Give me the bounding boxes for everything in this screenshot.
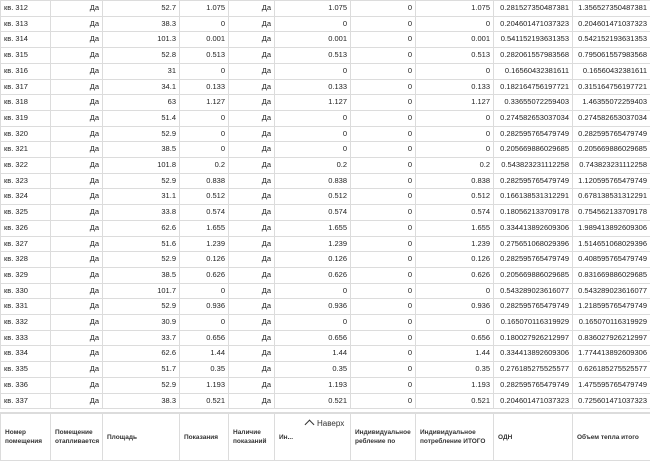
cell-individual-total: 0.001 xyxy=(416,32,494,48)
cell-heat-total: 0.165070116319929 xyxy=(573,315,650,331)
cell-room-number: кв. 328 xyxy=(1,252,51,268)
cell-readings: 0.513 xyxy=(180,48,229,64)
cell-odn: 0.166138531312291 xyxy=(494,189,573,205)
cell-readings: 0.512 xyxy=(180,189,229,205)
cell-heated: Да xyxy=(51,205,103,221)
cell-has-readings: Да xyxy=(229,189,275,205)
cell-odn: 0.165070116319929 xyxy=(494,315,573,331)
cell-has-readings: Да xyxy=(229,377,275,393)
cell-room-number: кв. 312 xyxy=(1,1,51,17)
cell-heat-total: 1.514651068029396 xyxy=(573,236,650,252)
cell-readings: 0.35 xyxy=(180,362,229,378)
cell-odn: 0.282595765479749 xyxy=(494,252,573,268)
table-row xyxy=(1,95,650,111)
cell-area: 62.6 xyxy=(103,220,180,236)
cell-heat-total: 0.678138531312291 xyxy=(573,189,650,205)
cell-individual-total: 0.126 xyxy=(416,252,494,268)
cell-individual-total: 0.2 xyxy=(416,158,494,174)
cell-readings: 0.574 xyxy=(180,205,229,221)
cell-individual-consumption: 0 xyxy=(351,377,416,393)
cell-area: 38.3 xyxy=(103,393,180,409)
cell-individual-consumption: 0 xyxy=(351,362,416,378)
cell-individual-total: 0 xyxy=(416,315,494,331)
cell-individual-consumption: 0 xyxy=(351,205,416,221)
table-row xyxy=(1,377,650,393)
cell-individual: 0.513 xyxy=(275,48,351,64)
cell-heated: Да xyxy=(51,189,103,205)
cell-odn: 0.276185275525577 xyxy=(494,362,573,378)
cell-individual: 1.44 xyxy=(275,346,351,362)
cell-heated: Да xyxy=(51,330,103,346)
cell-heated: Да xyxy=(51,110,103,126)
cell-individual: 0.936 xyxy=(275,299,351,315)
cell-readings: 0.521 xyxy=(180,393,229,409)
cell-heat-total: 0.542152193631353 xyxy=(573,32,650,48)
cell-has-readings: Да xyxy=(229,32,275,48)
cell-area: 52.9 xyxy=(103,299,180,315)
cell-individual: 0.656 xyxy=(275,330,351,346)
cell-odn: 0.281527350487381 xyxy=(494,1,573,17)
cell-individual: 0.626 xyxy=(275,267,351,283)
scroll-top-label: Наверх xyxy=(317,419,344,428)
cell-individual-consumption: 0 xyxy=(351,267,416,283)
table-row xyxy=(1,299,650,315)
cell-readings: 0.133 xyxy=(180,79,229,95)
cell-room-number: кв. 325 xyxy=(1,205,51,221)
cell-has-readings: Да xyxy=(229,142,275,158)
cell-individual-total: 1.239 xyxy=(416,236,494,252)
cell-individual: 0.512 xyxy=(275,189,351,205)
cell-has-readings: Да xyxy=(229,299,275,315)
header-has-readings[interactable]: Наличие показаний xyxy=(229,414,275,461)
cell-area: 101.8 xyxy=(103,158,180,174)
cell-room-number: кв. 316 xyxy=(1,63,51,79)
cell-heat-total: 0.315164756197721 xyxy=(573,79,650,95)
cell-individual-consumption: 0 xyxy=(351,79,416,95)
cell-heated: Да xyxy=(51,267,103,283)
cell-readings: 0 xyxy=(180,283,229,299)
cell-individual-total: 0.936 xyxy=(416,299,494,315)
header-heated[interactable]: Помещение отапливается xyxy=(51,414,103,461)
cell-individual: 0.2 xyxy=(275,158,351,174)
cell-heat-total: 0.795061557983568 xyxy=(573,48,650,64)
cell-has-readings: Да xyxy=(229,16,275,32)
cell-individual-consumption: 0 xyxy=(351,142,416,158)
cell-heat-total: 0.754562133709178 xyxy=(573,205,650,221)
cell-individual-consumption: 0 xyxy=(351,315,416,331)
cell-readings: 0 xyxy=(180,315,229,331)
cell-readings: 1.655 xyxy=(180,220,229,236)
cell-heat-total: 1.989413892609306 xyxy=(573,220,650,236)
cell-heat-total: 0.274582653037034 xyxy=(573,110,650,126)
cell-has-readings: Да xyxy=(229,220,275,236)
cell-individual: 0.574 xyxy=(275,205,351,221)
cell-odn: 0.334413892609306 xyxy=(494,346,573,362)
header-odn[interactable]: ОДН xyxy=(494,414,573,461)
cell-odn: 0.180027926212997 xyxy=(494,330,573,346)
cell-individual-total: 0.513 xyxy=(416,48,494,64)
cell-readings: 0.656 xyxy=(180,330,229,346)
cell-area: 52.9 xyxy=(103,126,180,142)
cell-heat-total: 0.743823231112258 xyxy=(573,158,650,174)
cell-heated: Да xyxy=(51,158,103,174)
cell-heated: Да xyxy=(51,16,103,32)
cell-individual-consumption: 0 xyxy=(351,346,416,362)
cell-individual-total: 0.512 xyxy=(416,189,494,205)
cell-heat-total: 0.205669886029685 xyxy=(573,142,650,158)
cell-readings: 0.838 xyxy=(180,173,229,189)
table-row xyxy=(1,315,650,331)
cell-individual-total: 1.193 xyxy=(416,377,494,393)
table-row xyxy=(1,362,650,378)
cell-heat-total: 0.282595765479749 xyxy=(573,126,650,142)
cell-individual: 0 xyxy=(275,283,351,299)
cell-area: 101.7 xyxy=(103,283,180,299)
cell-area: 63 xyxy=(103,95,180,111)
cell-area: 52.7 xyxy=(103,1,180,17)
cell-individual-consumption: 0 xyxy=(351,110,416,126)
cell-individual-total: 0.656 xyxy=(416,330,494,346)
cell-room-number: кв. 323 xyxy=(1,173,51,189)
cell-has-readings: Да xyxy=(229,393,275,409)
header-individual[interactable]: Ин... xyxy=(275,414,351,461)
cell-odn: 0.282595765479749 xyxy=(494,173,573,189)
cell-heat-total: 0.543289023616077 xyxy=(573,283,650,299)
table-row xyxy=(1,32,650,48)
cell-individual: 0.001 xyxy=(275,32,351,48)
cell-odn: 0.541152193631353 xyxy=(494,32,573,48)
cell-odn: 0.282595765479749 xyxy=(494,299,573,315)
cell-individual-total: 0.133 xyxy=(416,79,494,95)
cell-readings: 0 xyxy=(180,16,229,32)
cell-individual-total: 1.127 xyxy=(416,95,494,111)
cell-readings: 1.193 xyxy=(180,377,229,393)
cell-individual: 0.126 xyxy=(275,252,351,268)
cell-has-readings: Да xyxy=(229,158,275,174)
cell-individual-consumption: 0 xyxy=(351,16,416,32)
cell-individual-consumption: 0 xyxy=(351,1,416,17)
cell-has-readings: Да xyxy=(229,1,275,17)
cell-room-number: кв. 336 xyxy=(1,377,51,393)
cell-odn: 0.205669886029685 xyxy=(494,142,573,158)
cell-individual: 0 xyxy=(275,16,351,32)
cell-odn: 0.543823231112258 xyxy=(494,158,573,174)
cell-individual: 0 xyxy=(275,142,351,158)
cell-room-number: кв. 332 xyxy=(1,315,51,331)
cell-individual-consumption: 0 xyxy=(351,330,416,346)
cell-area: 38.5 xyxy=(103,142,180,158)
cell-room-number: кв. 313 xyxy=(1,16,51,32)
cell-heated: Да xyxy=(51,315,103,331)
cell-has-readings: Да xyxy=(229,362,275,378)
table-row xyxy=(1,142,650,158)
cell-odn: 0.334413892609306 xyxy=(494,220,573,236)
cell-individual: 0.133 xyxy=(275,79,351,95)
cell-has-readings: Да xyxy=(229,315,275,331)
cell-odn: 0.205669886029685 xyxy=(494,267,573,283)
cell-area: 52.8 xyxy=(103,48,180,64)
cell-individual-total: 0.626 xyxy=(416,267,494,283)
cell-individual: 0.838 xyxy=(275,173,351,189)
cell-heat-total: 0.408595765479749 xyxy=(573,252,650,268)
cell-room-number: кв. 320 xyxy=(1,126,51,142)
cell-readings: 0.2 xyxy=(180,158,229,174)
cell-room-number: кв. 322 xyxy=(1,158,51,174)
table-row xyxy=(1,63,650,79)
table-row xyxy=(1,48,650,64)
cell-heated: Да xyxy=(51,48,103,64)
cell-individual-consumption: 0 xyxy=(351,32,416,48)
cell-individual-total: 1.655 xyxy=(416,220,494,236)
cell-heat-total: 1.774413892609306 xyxy=(573,346,650,362)
cell-readings: 1.075 xyxy=(180,1,229,17)
cell-area: 31.1 xyxy=(103,189,180,205)
table-row xyxy=(1,236,650,252)
cell-individual: 1.655 xyxy=(275,220,351,236)
cell-room-number: кв. 319 xyxy=(1,110,51,126)
cell-area: 30.9 xyxy=(103,315,180,331)
scroll-top-button[interactable] xyxy=(300,415,350,431)
table-row xyxy=(1,205,650,221)
cell-has-readings: Да xyxy=(229,48,275,64)
cell-odn: 0.180562133709178 xyxy=(494,205,573,221)
header-heat-total[interactable]: Объем тепла итого xyxy=(573,414,650,461)
cell-room-number: кв. 329 xyxy=(1,267,51,283)
cell-individual-total: 0.838 xyxy=(416,173,494,189)
cell-has-readings: Да xyxy=(229,173,275,189)
cell-area: 51.6 xyxy=(103,236,180,252)
cell-heated: Да xyxy=(51,299,103,315)
cell-has-readings: Да xyxy=(229,110,275,126)
cell-room-number: кв. 321 xyxy=(1,142,51,158)
cell-individual-consumption: 0 xyxy=(351,189,416,205)
cell-room-number: кв. 334 xyxy=(1,346,51,362)
cell-room-number: кв. 318 xyxy=(1,95,51,111)
cell-readings: 0.936 xyxy=(180,299,229,315)
cell-individual-consumption: 0 xyxy=(351,63,416,79)
cell-heated: Да xyxy=(51,95,103,111)
cell-individual: 0 xyxy=(275,63,351,79)
cell-readings: 0.626 xyxy=(180,267,229,283)
cell-individual-total: 1.075 xyxy=(416,1,494,17)
cell-heated: Да xyxy=(51,252,103,268)
cell-individual-total: 0 xyxy=(416,63,494,79)
cell-room-number: кв. 317 xyxy=(1,79,51,95)
cell-area: 34.1 xyxy=(103,79,180,95)
cell-individual: 1.193 xyxy=(275,377,351,393)
cell-individual-total: 1.44 xyxy=(416,346,494,362)
cell-readings: 1.44 xyxy=(180,346,229,362)
cell-has-readings: Да xyxy=(229,236,275,252)
cell-heat-total: 1.46355072259403 xyxy=(573,95,650,111)
cell-individual-consumption: 0 xyxy=(351,236,416,252)
cell-individual: 1.075 xyxy=(275,1,351,17)
cell-has-readings: Да xyxy=(229,95,275,111)
table-row xyxy=(1,189,650,205)
cell-individual: 1.127 xyxy=(275,95,351,111)
cell-individual-total: 0.574 xyxy=(416,205,494,221)
cell-room-number: кв. 315 xyxy=(1,48,51,64)
table-row xyxy=(1,79,650,95)
table-row xyxy=(1,330,650,346)
cell-heated: Да xyxy=(51,220,103,236)
cell-heat-total: 1.120595765479749 xyxy=(573,173,650,189)
table-row xyxy=(1,283,650,299)
cell-area: 52.9 xyxy=(103,377,180,393)
table-row xyxy=(1,16,650,32)
cell-has-readings: Да xyxy=(229,63,275,79)
cell-odn: 0.282061557983568 xyxy=(494,48,573,64)
cell-room-number: кв. 324 xyxy=(1,189,51,205)
cell-individual-consumption: 0 xyxy=(351,158,416,174)
cell-individual: 0.35 xyxy=(275,362,351,378)
cell-individual-total: 0 xyxy=(416,16,494,32)
cell-odn: 0.282595765479749 xyxy=(494,377,573,393)
cell-area: 33.7 xyxy=(103,330,180,346)
cell-room-number: кв. 337 xyxy=(1,393,51,409)
cell-has-readings: Да xyxy=(229,252,275,268)
cell-odn: 0.275651068029396 xyxy=(494,236,573,252)
cell-odn: 0.282595765479749 xyxy=(494,126,573,142)
cell-area: 33.8 xyxy=(103,205,180,221)
cell-readings: 0.126 xyxy=(180,252,229,268)
table-row xyxy=(1,158,650,174)
cell-heated: Да xyxy=(51,362,103,378)
cell-room-number: кв. 333 xyxy=(1,330,51,346)
header-area[interactable]: Площадь xyxy=(103,414,180,461)
header-readings[interactable]: Показания xyxy=(180,414,229,461)
table-row xyxy=(1,126,650,142)
table-row xyxy=(1,173,650,189)
cell-readings: 1.127 xyxy=(180,95,229,111)
cell-room-number: кв. 330 xyxy=(1,283,51,299)
cell-room-number: кв. 327 xyxy=(1,236,51,252)
cell-heated: Да xyxy=(51,173,103,189)
cell-readings: 0 xyxy=(180,142,229,158)
cell-individual-consumption: 0 xyxy=(351,126,416,142)
cell-individual: 0 xyxy=(275,315,351,331)
cell-heated: Да xyxy=(51,377,103,393)
cell-odn: 0.274582653037034 xyxy=(494,110,573,126)
cell-heated: Да xyxy=(51,126,103,142)
cell-readings: 0 xyxy=(180,63,229,79)
cell-heated: Да xyxy=(51,346,103,362)
cell-heat-total: 0.626185275525577 xyxy=(573,362,650,378)
cell-heat-total: 0.836027926212997 xyxy=(573,330,650,346)
cell-room-number: кв. 335 xyxy=(1,362,51,378)
cell-readings: 0 xyxy=(180,126,229,142)
cell-individual-total: 0 xyxy=(416,142,494,158)
cell-heated: Да xyxy=(51,142,103,158)
cell-individual: 0 xyxy=(275,126,351,142)
cell-odn: 0.182164756197721 xyxy=(494,79,573,95)
cell-odn: 0.543289023616077 xyxy=(494,283,573,299)
cell-area: 52.9 xyxy=(103,173,180,189)
cell-heated: Да xyxy=(51,236,103,252)
cell-heat-total: 0.16560432381611 xyxy=(573,63,650,79)
cell-area: 38.3 xyxy=(103,16,180,32)
cell-individual-consumption: 0 xyxy=(351,173,416,189)
cell-individual: 0.521 xyxy=(275,393,351,409)
cell-heat-total: 0.725601471037323 xyxy=(573,393,650,409)
cell-area: 51.4 xyxy=(103,110,180,126)
cell-individual-consumption: 0 xyxy=(351,95,416,111)
cell-odn: 0.204601471037323 xyxy=(494,16,573,32)
cell-heat-total: 0.204601471037323 xyxy=(573,16,650,32)
cell-room-number: кв. 314 xyxy=(1,32,51,48)
cell-heat-total: 1.475595765479749 xyxy=(573,377,650,393)
cell-heated: Да xyxy=(51,283,103,299)
cell-area: 101.3 xyxy=(103,32,180,48)
cell-has-readings: Да xyxy=(229,330,275,346)
cell-individual-total: 0 xyxy=(416,283,494,299)
cell-has-readings: Да xyxy=(229,126,275,142)
cell-area: 38.5 xyxy=(103,267,180,283)
table-row xyxy=(1,110,650,126)
cell-individual-consumption: 0 xyxy=(351,393,416,409)
cell-heat-total: 1.356527350487381 xyxy=(573,1,650,17)
cell-readings: 0 xyxy=(180,110,229,126)
cell-individual-consumption: 0 xyxy=(351,252,416,268)
cell-heated: Да xyxy=(51,63,103,79)
header-room-number[interactable]: Номер помещения xyxy=(1,414,51,461)
cell-room-number: кв. 331 xyxy=(1,299,51,315)
cell-has-readings: Да xyxy=(229,79,275,95)
cell-has-readings: Да xyxy=(229,205,275,221)
table-row xyxy=(1,393,650,409)
cell-has-readings: Да xyxy=(229,283,275,299)
cell-area: 62.6 xyxy=(103,346,180,362)
cell-individual-total: 0.521 xyxy=(416,393,494,409)
table-row xyxy=(1,346,650,362)
cell-heat-total: 1.218595765479749 xyxy=(573,299,650,315)
cell-area: 51.7 xyxy=(103,362,180,378)
cell-individual: 0 xyxy=(275,110,351,126)
header-individual-consumption[interactable]: Индивидуальное ребление по xyxy=(351,414,416,461)
cell-individual: 1.239 xyxy=(275,236,351,252)
cell-heated: Да xyxy=(51,79,103,95)
cell-has-readings: Да xyxy=(229,267,275,283)
chevron-up-icon xyxy=(305,420,315,430)
cell-heat-total: 0.831669886029685 xyxy=(573,267,650,283)
cell-individual-total: 0 xyxy=(416,126,494,142)
cell-odn: 0.16560432381611 xyxy=(494,63,573,79)
cell-individual-consumption: 0 xyxy=(351,283,416,299)
cell-readings: 1.239 xyxy=(180,236,229,252)
cell-individual-total: 0 xyxy=(416,110,494,126)
cell-heated: Да xyxy=(51,1,103,17)
cell-area: 52.9 xyxy=(103,252,180,268)
cell-individual-consumption: 0 xyxy=(351,220,416,236)
table-row xyxy=(1,267,650,283)
cell-heated: Да xyxy=(51,32,103,48)
cell-has-readings: Да xyxy=(229,346,275,362)
table-row xyxy=(1,1,650,17)
header-individual-total[interactable]: Индивидуальное потребление ИТОГО xyxy=(416,414,494,461)
cell-individual-consumption: 0 xyxy=(351,299,416,315)
cell-individual-total: 0.35 xyxy=(416,362,494,378)
cell-odn: 0.204601471037323 xyxy=(494,393,573,409)
cell-odn: 0.33655072259403 xyxy=(494,95,573,111)
table-row xyxy=(1,252,650,268)
table-row xyxy=(1,220,650,236)
cell-area: 31 xyxy=(103,63,180,79)
cell-heated: Да xyxy=(51,393,103,409)
cell-room-number: кв. 326 xyxy=(1,220,51,236)
cell-readings: 0.001 xyxy=(180,32,229,48)
cell-individual-consumption: 0 xyxy=(351,48,416,64)
